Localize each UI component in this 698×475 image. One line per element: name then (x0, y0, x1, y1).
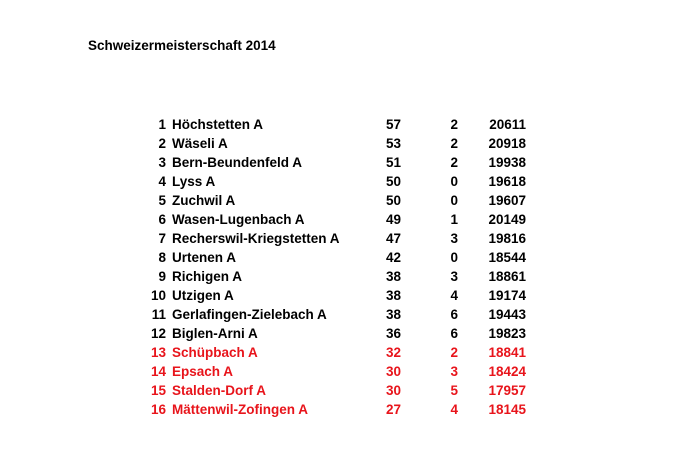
rank-cell: 7 (158, 231, 166, 246)
points-cell: 47 (385, 231, 401, 246)
score-cell: 17957 (488, 383, 526, 398)
rank-cell: 10 (150, 288, 166, 303)
rank-cell: 5 (158, 193, 166, 208)
table-row (0, 210, 698, 229)
page-title: Schweizermeisterschaft 2014 (88, 38, 276, 53)
score-cell: 19607 (488, 193, 526, 208)
rank-cell: 2 (158, 136, 166, 151)
points-cell: 53 (385, 136, 401, 151)
rank-cell: 6 (158, 212, 166, 227)
table-row (0, 343, 698, 362)
rank-cell: 12 (150, 326, 166, 341)
team-name-cell: Recherswil-Kriegstetten A (172, 231, 340, 246)
wins-cell: 6 (450, 326, 458, 341)
wins-cell: 2 (450, 136, 458, 151)
wins-cell: 3 (450, 364, 458, 379)
table-row (0, 400, 698, 419)
rank-cell: 13 (150, 345, 166, 360)
wins-cell: 2 (450, 155, 458, 170)
table-row (0, 381, 698, 400)
table-row (0, 115, 698, 134)
team-name-cell: Mättenwil-Zofingen A (172, 402, 308, 417)
team-name-cell: Stalden-Dorf A (172, 383, 266, 398)
table-row (0, 229, 698, 248)
rank-cell: 11 (151, 307, 166, 322)
score-cell: 19816 (488, 231, 526, 246)
standings-table (0, 115, 698, 419)
table-row (0, 324, 698, 343)
team-name-cell: Wäseli A (172, 136, 228, 151)
team-name-cell: Gerlafingen-Zielebach A (172, 307, 327, 322)
table-row (0, 172, 698, 191)
table-row (0, 134, 698, 153)
score-cell: 19823 (488, 326, 526, 341)
rank-cell: 14 (150, 364, 166, 379)
points-cell: 57 (385, 117, 401, 132)
rank-cell: 1 (158, 117, 166, 132)
wins-cell: 0 (450, 250, 458, 265)
wins-cell: 3 (450, 269, 458, 284)
points-cell: 50 (385, 193, 401, 208)
rank-cell: 9 (158, 269, 166, 284)
score-cell: 20918 (488, 136, 526, 151)
points-cell: 27 (385, 402, 401, 417)
points-cell: 49 (385, 212, 401, 227)
table-row (0, 267, 698, 286)
wins-cell: 6 (450, 307, 458, 322)
team-name-cell: Lyss A (172, 174, 216, 189)
table-row (0, 153, 698, 172)
wins-cell: 1 (450, 212, 458, 227)
wins-cell: 0 (450, 174, 458, 189)
wins-cell: 0 (450, 193, 458, 208)
score-cell: 19938 (488, 155, 526, 170)
rank-cell: 8 (158, 250, 166, 265)
points-cell: 50 (385, 174, 401, 189)
table-row (0, 305, 698, 324)
points-cell: 36 (385, 326, 401, 341)
wins-cell: 3 (450, 231, 458, 246)
team-name-cell: Epsach A (172, 364, 234, 379)
table-row (0, 362, 698, 381)
wins-cell: 4 (450, 402, 458, 417)
points-cell: 51 (385, 155, 401, 170)
wins-cell: 2 (450, 117, 458, 132)
team-name-cell: Zuchwil A (172, 193, 236, 208)
score-cell: 20149 (488, 212, 526, 227)
score-cell: 18544 (488, 250, 526, 265)
team-name-cell: Bern-Beundenfeld A (172, 155, 303, 170)
points-cell: 38 (385, 288, 401, 303)
team-name-cell: Biglen-Arni A (172, 326, 258, 341)
score-cell: 18861 (488, 269, 526, 284)
table-row (0, 248, 698, 267)
wins-cell: 4 (450, 288, 458, 303)
score-cell: 20611 (489, 117, 526, 132)
points-cell: 38 (385, 307, 401, 322)
points-cell: 30 (385, 383, 401, 398)
score-cell: 18424 (488, 364, 526, 379)
score-cell: 19618 (488, 174, 526, 189)
team-name-cell: Schüpbach A (172, 345, 258, 360)
rank-cell: 15 (150, 383, 166, 398)
team-name-cell: Wasen-Lugenbach A (172, 212, 305, 227)
team-name-cell: Urtenen A (172, 250, 237, 265)
table-row (0, 286, 698, 305)
wins-cell: 5 (450, 383, 458, 398)
team-name-cell: Höchstetten A (172, 117, 264, 132)
points-cell: 42 (385, 250, 401, 265)
rank-cell: 16 (150, 402, 166, 417)
points-cell: 32 (385, 345, 401, 360)
points-cell: 30 (385, 364, 401, 379)
score-cell: 19174 (488, 288, 526, 303)
wins-cell: 2 (450, 345, 458, 360)
score-cell: 19443 (488, 307, 526, 322)
score-cell: 18145 (488, 402, 526, 417)
table-row (0, 191, 698, 210)
team-name-cell: Richigen A (172, 269, 243, 284)
rank-cell: 4 (158, 174, 166, 189)
points-cell: 38 (385, 269, 401, 284)
score-cell: 18841 (488, 345, 526, 360)
team-name-cell: Utzigen A (172, 288, 234, 303)
rank-cell: 3 (158, 155, 166, 170)
